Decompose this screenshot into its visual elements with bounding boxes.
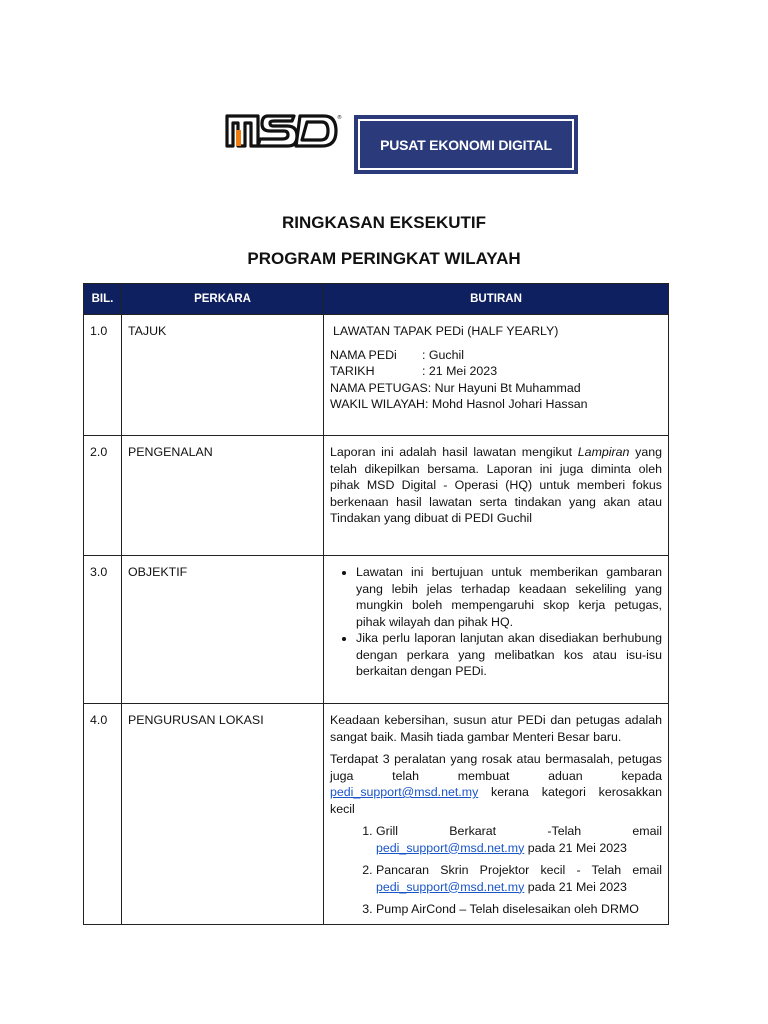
row-butiran: [324, 315, 669, 436]
tarikh-line: [330, 363, 662, 380]
item-text: Grill Berkarat -Telah email: [376, 824, 662, 838]
pengenalan-text: [330, 444, 662, 527]
support-email-link[interactable]: pedi_support@msd.net.my: [376, 879, 525, 894]
item-date: pada 21 Mei 2023: [524, 879, 627, 894]
row-butiran: [324, 556, 669, 704]
table-row: [84, 556, 669, 704]
list-item: [376, 862, 662, 895]
nama-pedi-value: : Guchil: [422, 347, 465, 362]
row-bil: 4.0: [84, 704, 122, 925]
pengenalan-text-b: yang telah dikepilkan bersama. Laporan ini juga diminta oleh pihak MSD Digital - Operasi (HQ) untuk memberi fokus berkenaan hasil lawatan serta tindakan yang akan atau Tindakan yang dibuat di PEDI Guchil: [330, 445, 663, 525]
document-subtitle: PROGRAM PERINGKAT WILAYAH: [247, 249, 521, 268]
row-bil: 2.0: [84, 436, 122, 556]
wakil-wilayah: WAKIL WILAYAH: Mohd Hasnol Johari Hassan: [330, 397, 588, 411]
row-bil: 3.0: [84, 556, 122, 704]
row-butiran: [324, 436, 669, 556]
row-perkara: TAJUK: [122, 315, 324, 436]
visit-heading: LAWATAN TAPAK PEDi (HALF YEARLY): [333, 324, 559, 338]
nama-pedi-label: NAMA PEDi: [330, 347, 397, 362]
table-row: [84, 315, 669, 436]
header-bil: BIL.: [84, 284, 122, 315]
item-date: pada 21 Mei 2023: [524, 840, 627, 855]
row-perkara: PENGENALAN: [122, 436, 324, 556]
tarikh-value: : 21 Mei 2023: [422, 364, 498, 378]
issue-list: [330, 823, 662, 918]
nama-petugas: NAMA PETUGAS: Nur Hayuni Bt Muhammad: [330, 380, 581, 395]
row-perkara: OBJEKTIF: [122, 556, 324, 704]
list-item: [376, 823, 662, 856]
table-row: [84, 436, 669, 556]
table-header-row: [84, 284, 669, 315]
support-email-link[interactable]: pedi_support@msd.net.my: [376, 840, 525, 855]
header-perkara: PERKARA: [122, 284, 324, 315]
list-item: • Jika perlu laporan lanjutan akan disediakan berhubung dengan perkara yang melibatkan kos atau isu-isu berkaitan dengan PEDi.: [356, 630, 662, 680]
nama-pedi-line: [330, 347, 662, 364]
executive-summary-table: [83, 283, 669, 925]
lokasi-para-1: Keadaan kebersihan, susun atur PEDi dan petugas adalah sangat baik. Masih tiada gambar Menteri Besar baru.: [330, 713, 662, 744]
list-item: [376, 901, 662, 918]
document-title: RINGKASAN EKSEKUTIF: [281, 213, 486, 232]
table-row: [84, 704, 669, 925]
pengenalan-text-a: Laporan ini adalah hasil lawatan mengikut: [330, 445, 578, 459]
pusat-ekonomi-digital-banner: [354, 115, 578, 174]
row-bil: 1.0: [84, 315, 122, 436]
lokasi-para-2: [330, 751, 662, 817]
banner-text: PUSAT EKONOMI DIGITAL: [358, 119, 574, 170]
support-email-link[interactable]: pedi_support@msd.net.my: [330, 785, 479, 799]
list-item: • Lawatan ini bertujuan untuk memberikan gambaran yang lebih jelas terhadap keadaan sekeliling yang mungkin boleh mempengaruhi skop kerja petugas, pihak wilayah dan pihak HQ.: [356, 564, 662, 630]
msd-logo: [224, 112, 340, 150]
row-perkara: PENGURUSAN LOKASI: [122, 704, 324, 925]
tarikh-label: TARIKH: [330, 364, 375, 378]
item-text: Pancaran Skrin Projektor kecil - Telah email: [376, 863, 662, 877]
lampiran-link-text: Lampiran: [577, 445, 630, 459]
lokasi-para-2a: Terdapat 3 peralatan yang rosak atau bermasalah, petugas juga telah membuat aduan kepada: [330, 752, 662, 783]
lokasi-para-2b: kerana kategori kerosakkan kecil: [330, 785, 662, 816]
header-butiran: BUTIRAN: [324, 284, 669, 315]
item-text: Pump AirCond – Telah diselesaikan oleh DRMO: [376, 902, 639, 916]
svg-text:®: ®: [337, 115, 342, 121]
objektif-list: [330, 564, 662, 680]
row-butiran: [324, 704, 669, 925]
